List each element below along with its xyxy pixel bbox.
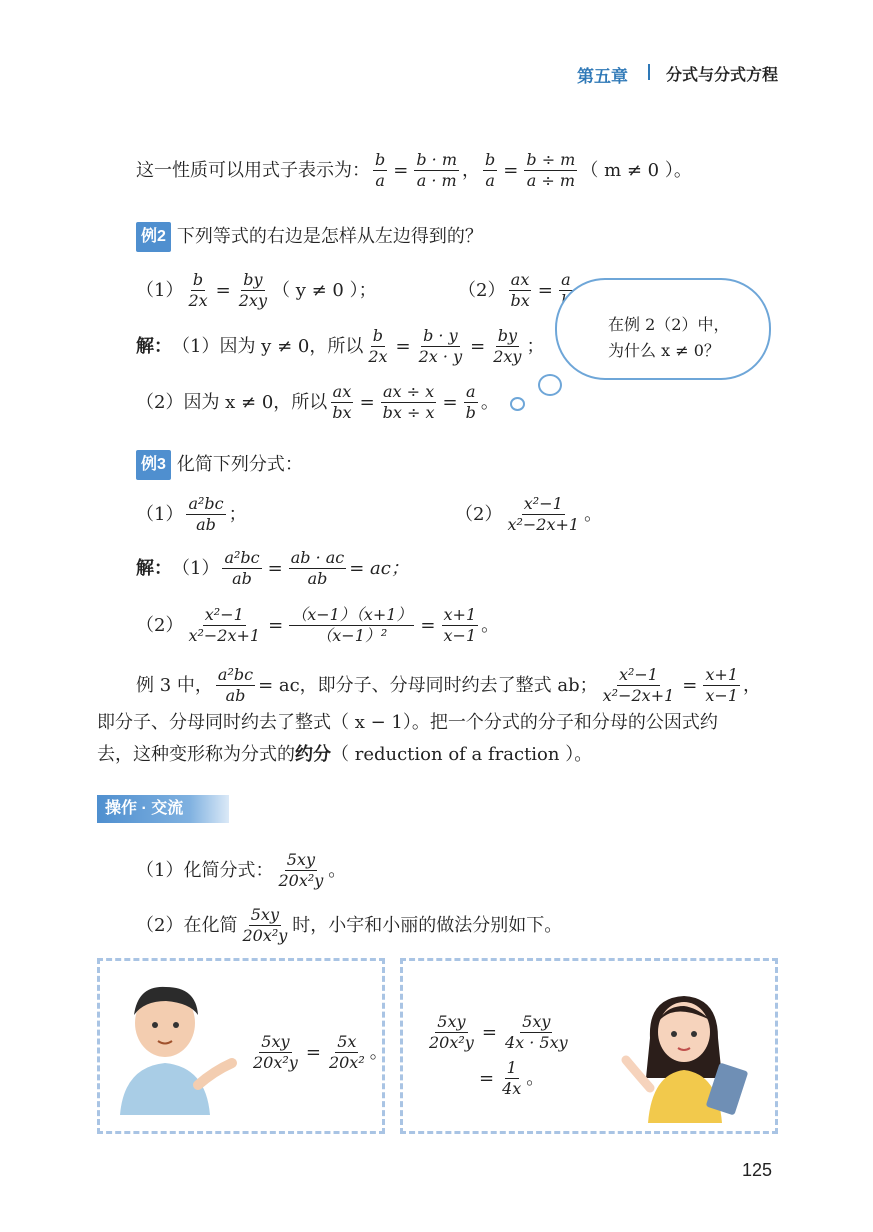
fraction: $\frac{b}{a}$ [375, 150, 386, 190]
activity-q1: （1）化简分式： $\frac{5xy}{\text{20x²y}}$ 。 [136, 850, 347, 890]
example3-part2: （2） $\frac{\text{x²−1}}{\text{x²−2x+1}}$ 。 [455, 494, 603, 534]
chapter-label: 第五章 [577, 67, 628, 86]
activity-q2: （2）在化简 $\frac{5xy}{\text{20x²y}}$ 时，小宇和小丽的做法分别如下。 [136, 905, 563, 945]
cloud-question: 在例 2（2）中， 为什么 x ≠ 0？ [608, 315, 730, 360]
example3-solution2: （2） $\frac{\text{x²−1}}{\text{x²−2x+1}}$ = $\frac{(x-1)(x+1)}{\text{（x−1）²}}$ = $\frac{x+1}{x-1}$ 。 [136, 605, 500, 645]
key-term: 约分 [295, 744, 331, 765]
example3-part1: （1） $\frac{\text{a²bc}}{ab}$ ； [136, 494, 247, 534]
girl-work-line1: $\frac{5xy}{\text{20x²y}}$ = $\frac{5xy}{4x \cdot 5xy}$ [429, 1012, 568, 1052]
fraction: $\frac{b \cdot m}{a \cdot m}$ [416, 150, 458, 190]
example2-part1: （1） $\frac{b}{2x}$ = $\frac{by}{2xy}$ （ y ≠ 0 ）； [136, 270, 377, 310]
fraction: $\frac{b}{a}$ [485, 150, 496, 190]
example2-solution2: （2）因为 x ≠ 0，所以 $\frac{ax}{bx}$ = $\frac{ax \div x}{bx \div x}$ = $\frac{a}{b}$ 。 [136, 382, 499, 422]
explanation-line3: 去，这种变形称为分式的 约分 （ reduction of a fraction ）。 [97, 742, 592, 768]
page-number: 125 [742, 1160, 773, 1180]
explanation-line1: 例 3 中， $\frac{\text{a²bc}}{ab}$ = ac，即分子、分母同时约去了整式 ab； $\frac{\text{x²−1}}{\text{x²−2x+1}}$ = $\frac{x+1}{x-1}$ ， [136, 665, 761, 705]
girl-illustration [618, 988, 758, 1123]
property-text: 这一性质可以用式子表示为： [136, 159, 370, 181]
property-formula: 这一性质可以用式子表示为： $\frac{b}{a}$ = $\frac{b \cdot m}{a \cdot m}$ ， $\frac{b}{a}$ = $\frac{b \div m}{a \div m}$ （ m ≠ 0 ）。 [136, 150, 692, 190]
chapter-title: 分式与分式方程 [666, 67, 779, 84]
example-question: 下列等式的右边是怎样从左边得到的？ [176, 226, 483, 247]
explanation-line2: 即分子、分母同时约去了整式（ x − 1）。把一个分式的分子和分母的公因式约 [97, 712, 718, 733]
boy-work: $\frac{5xy}{\text{20x²y}}$ = $\frac{5x}{\text{20x²}}$ 。 [253, 1032, 388, 1072]
example-question: 化简下列分式： [176, 454, 303, 475]
cloud-bubble [510, 397, 525, 411]
example3-solution1: 解： （1） $\frac{\text{a²bc}}{ab}$ = $\frac{ab \cdot ac}{ab}$ = ac； [136, 548, 409, 588]
section-banner: 操作 · 交流 [97, 795, 229, 823]
girl-work-line2: = $\frac{1}{4x}$ 。 [479, 1058, 545, 1098]
example3-heading [136, 450, 303, 480]
example2-part2: （2） $\frac{ax}{bx}$ = a [458, 270, 571, 310]
example2-solution1: 解： （1）因为 y ≠ 0，所以 $\frac{b}{2x}$ = $\frac{b \cdot y}{2x \cdot y}$ = $\frac{by}{2xy}$ ； [136, 326, 545, 366]
example-tag: 例2 [136, 222, 171, 252]
boy-illustration [110, 975, 240, 1115]
example2-heading [136, 222, 483, 252]
cloud-bubble [538, 374, 562, 396]
fraction: $\frac{b \div m}{a \div m}$ [526, 150, 576, 190]
example-tag: 例3 [136, 450, 171, 480]
header-divider [648, 64, 650, 80]
